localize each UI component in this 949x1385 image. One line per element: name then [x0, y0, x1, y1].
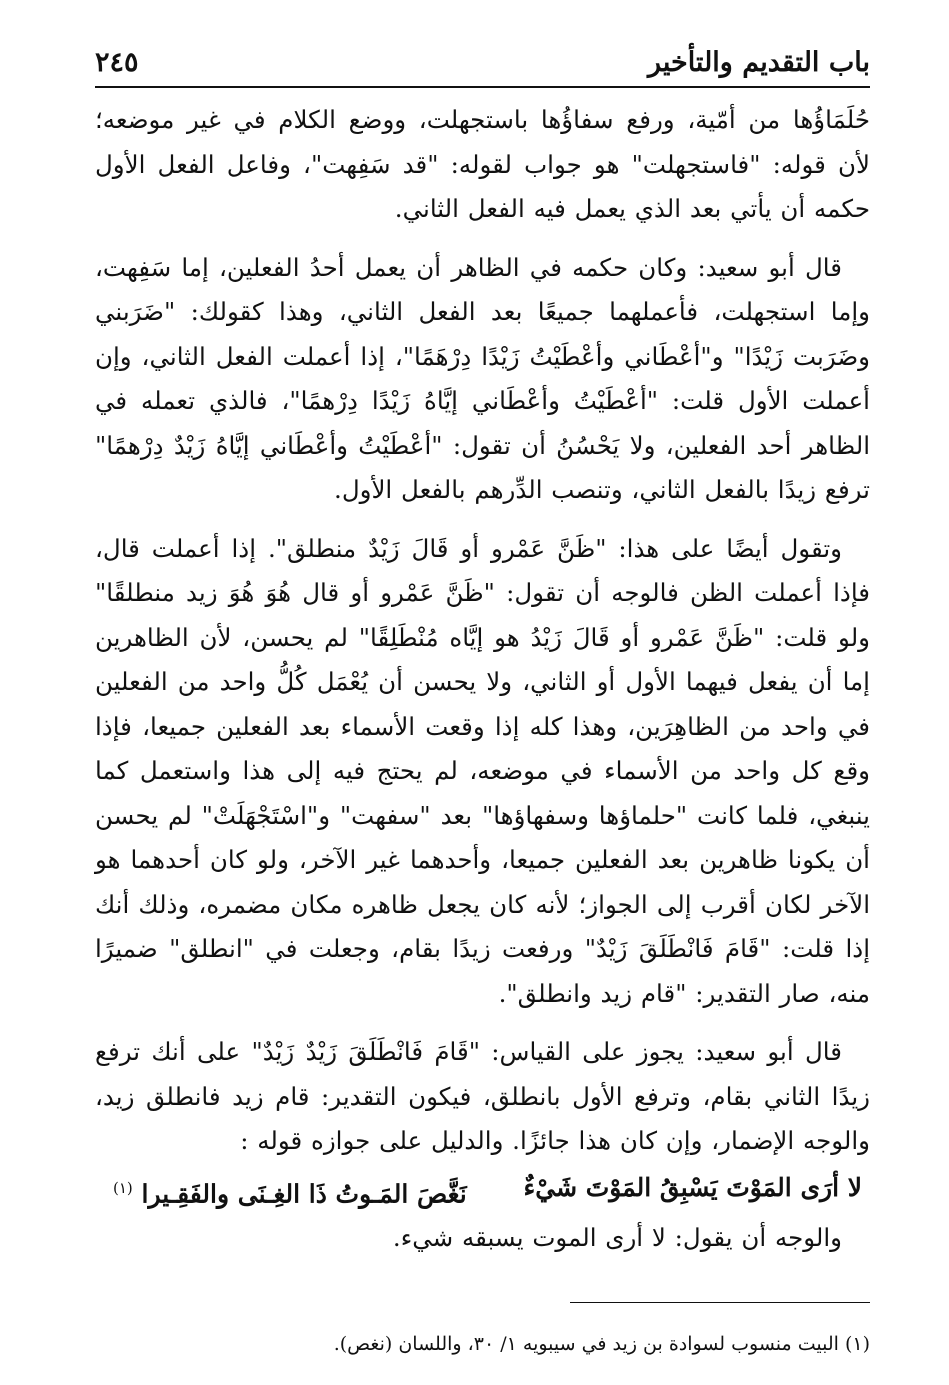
header-rule	[95, 86, 870, 88]
poetry-verse	[95, 1166, 870, 1216]
footnote-marker: (١)	[113, 1178, 133, 1197]
closing-line: والوجه أن يقول: لا أرى الموت يسبقه شيء.	[392, 1222, 842, 1252]
paragraph-gap	[95, 513, 870, 527]
book-page	[95, 30, 870, 1356]
footnote-separator	[570, 1302, 870, 1303]
verse-second-hemistich: نَغَّصَ المَـوتُ ذَا الغِـنَى والفَقِـيرا $^{(١)}$	[113, 1178, 467, 1208]
page-header	[95, 30, 870, 86]
paragraph-3: وتقول أيضًا على هذا: "ظَنَّ عَمْرو أو قَالَ زَيْدٌ منطلق". إذا أعملت قال، فإذا أعملت الظن فالوجه أن تقول: "ظَنَّ عَمْرو أو قال هُوَ هُوَ زيد منطلقًا" ولو قلت: "ظَنَّ عَمْرو أو قَالَ زَيْدُ هو إيَّاه مُنْطَلِقًا" لم يحسن، لأن الظاهرين إما أن يفعل فيهما الأول أو الثاني، ولا يحسن أن يُعْمَل كُلُّ واحد من الفعلين في واحد من الظاهِرَين، وهذا كله إذا وقعت الأسماء بعد الفعلين جميعا، فإذا وقع كل واحد من الأسماء في موضعه، لم يحتج فيه إلى هذا واستعمل كما ينبغي، فلما كانت "حلماؤها وسفهاؤها" بعد "سفهت" و"اسْتَجْهَلَتْ" لم يحسن أن يكونا ظاهرين بعد الفعلين جميعا، وأحدهما غير الآخر، ولو كان أحدهما هو الآخر لكان أقرب إلى الجواز؛ لأنه كان يجعل ظاهره مكان مضمره، وذلك أنك إذا قلت: "قَامَ فَانْطَلَقَ زَيْدٌ" ورفعت زيدًا بقام، وجعلت في "انطلق" ضميرًا منه، صار التقدير: "قام زيد وانطلق".	[95, 533, 870, 1008]
paragraph-1: حُلَمَاؤُها من أمّية، ورفع سفاؤُها باستجهلت، ووضع الكلام في غير موضعه؛ لأن قوله: "فاستجهلت" هو جواب لقوله: "قد سَفِهت"، وفاعل الفعل الأول حكمه أن يأتي بعد الذي يعمل فيه الفعل الثاني.	[95, 105, 870, 223]
paragraph-gap	[95, 232, 870, 246]
paragraph-gap	[95, 1016, 870, 1030]
page-number: ٢٤٥	[95, 47, 139, 78]
paragraph-2: قال أبو سعيد: وكان حكمه في الظاهر أن يعمل أحدُ الفعلين، إما سَفِهت، وإما استجهلت، فأعملهما جميعًا بعد الفعل الثاني، وهذا كقولك: "ضَرَبني وضَرَبت زَيْدًا" و"أعْطَاني وأعْطَيْتُ زَيْدًا دِرْهَمًا"، إذا أعملت الفعل الثاني، وإن أعملت الأول قلت: "أعْطَيْتُ وأعْطَاني إيَّاهُ زَيْدًا دِرْهمًا"، فالذي تعمله في الظاهر أحد الفعلين، ولا يَحْسُنُ أن تقول: "أعْطَيْتُ وأعْطَاني إيَّاهُ زَيْدٌ دِرْهمًا" ترفع زيدًا بالفعل الثاني، وتنصب الدِّرهم بالفعل الأول.	[95, 252, 870, 504]
footnote: (١) البيت منسوب لسوادة بن زيد في سيبويه ١/ ٣٠، واللسان (نغص).	[333, 1333, 870, 1356]
verse-first-hemistich: لا أرَى المَوْتَ يَسْبِقُ المَوْتَ شَيْءٌ	[523, 1172, 862, 1202]
paragraph-4: قال أبو سعيد: يجوز على القياس: "قَامَ فَانْطَلَقَ زَيْدٌ زَيْدٌ" على أنك ترفع زيدًا الثاني بقام، وترفع الأول بانطلق، فيكون التقدير: قام زيد فانطلق زيد، والوجه الإضمار، وإن كان هذا جائزًا. والدليل على جوازه قوله :	[95, 1037, 870, 1155]
chapter-title: باب التقديم والتأخير	[647, 47, 870, 78]
